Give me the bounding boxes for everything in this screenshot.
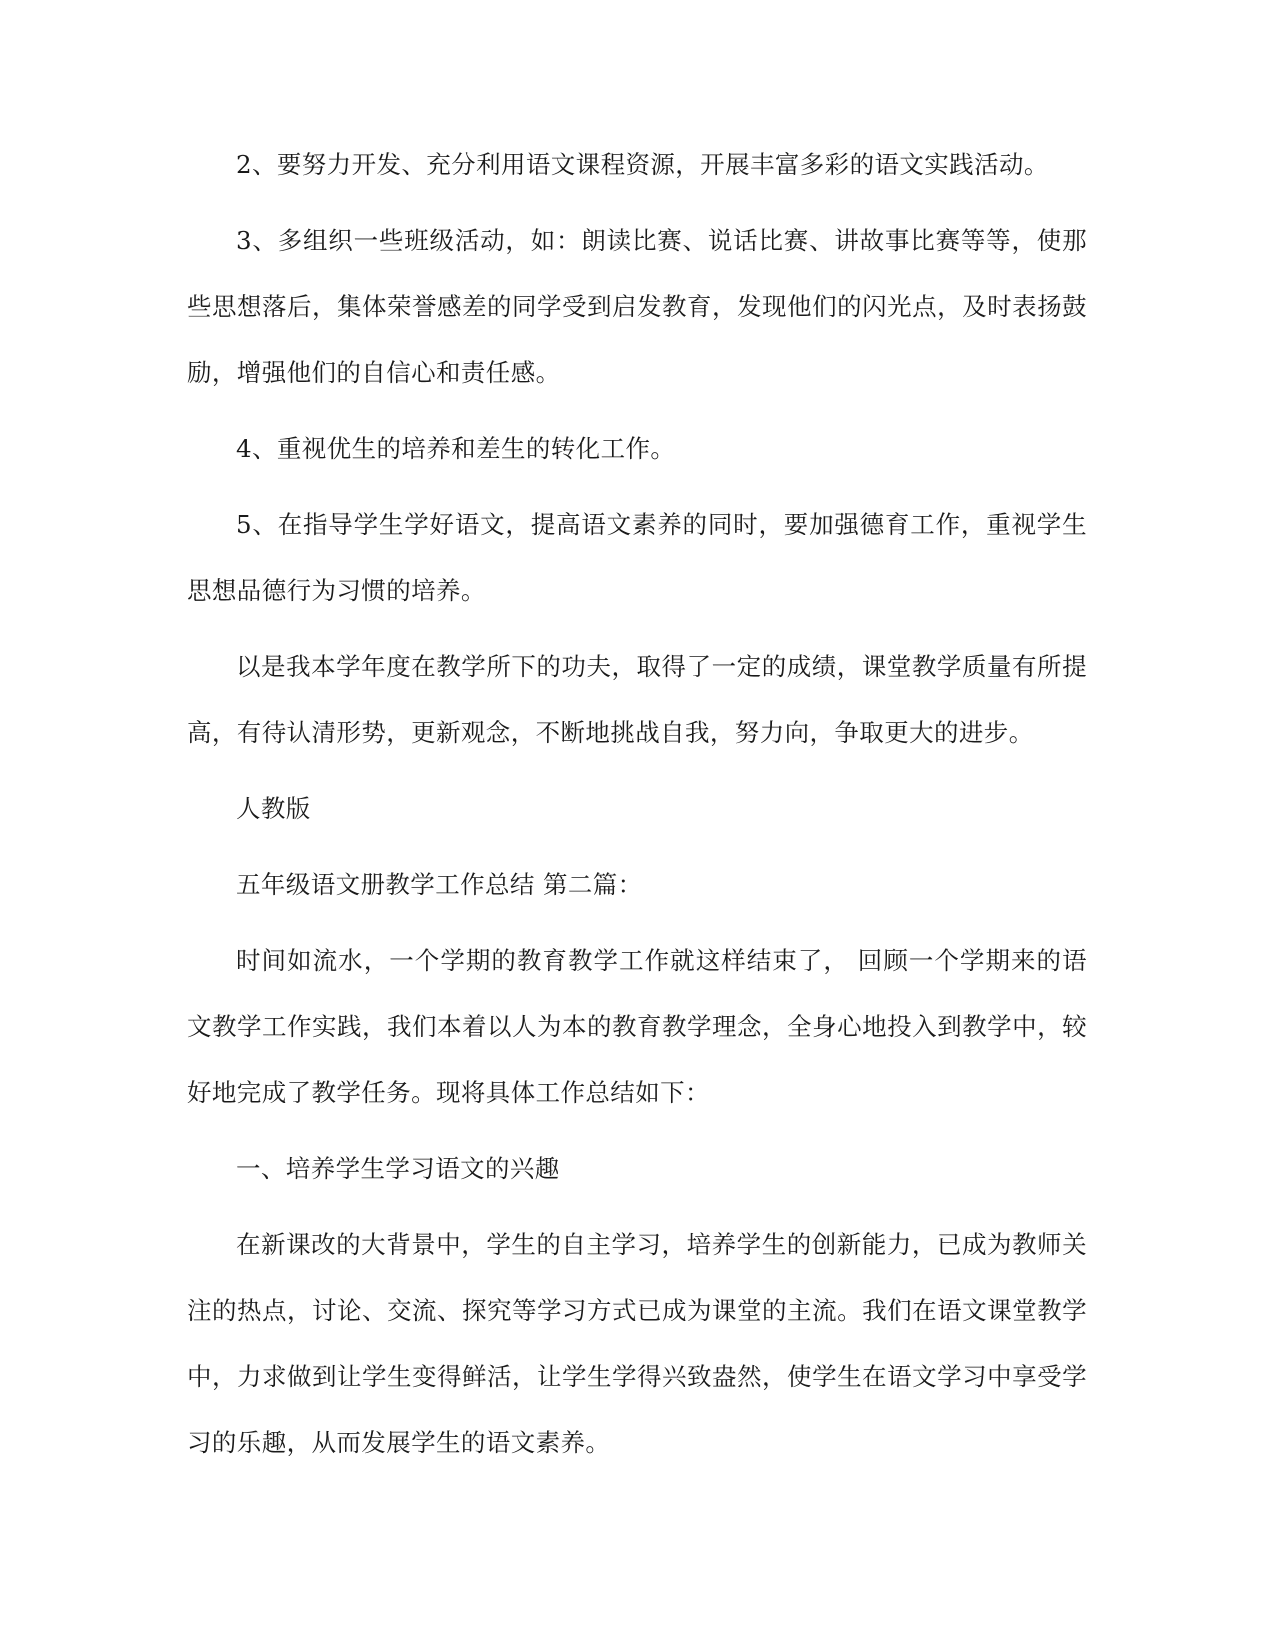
section-heading-1: 一、培养学生学习语文的兴趣 bbox=[236, 1154, 560, 1183]
paragraph-item-2: 2、要努力开发、充分利用语文课程资源，开展丰富多彩的语文实践活动。 bbox=[236, 150, 1049, 179]
paragraph-intro: 时间如流水，一个学期的教育教学工作就这样结束了， 回顾一个学期来的语文教学工作实践，我们本着以人为本的教育教学理念，全身心地投入到教学中，较好地完成了教学任务。现将具体工作总结如下： bbox=[187, 946, 1087, 1107]
paragraph-conclusion: 以是我本学年度在教学所下的功夫，取得了一定的成绩，课堂教学质量有所提高，有待认清形势，更新观念，不断地挑战自我，努力向，争取更大的进步。 bbox=[187, 652, 1087, 747]
paragraph-item-4: 4、重视优生的培养和差生的转化工作。 bbox=[236, 434, 676, 463]
section-title: 五年级语文册教学工作总结 第二篇： bbox=[236, 870, 643, 899]
paragraph-item-3: 3、多组织一些班级活动，如：朗读比赛、说话比赛、讲故事比赛等等，使那些思想落后，集体荣誉感差的同学受到启发教育，发现他们的闪光点，及时表扬鼓励，增强他们的自信心和责任感。 bbox=[187, 226, 1087, 387]
paragraph-item-5: 5、在指导学生学好语文，提高语文素养的同时，要加强德育工作，重视学生思想品德行为习惯的培养。 bbox=[187, 510, 1087, 605]
paragraph-interest: 在新课改的大背景中，学生的自主学习，培养学生的创新能力，已成为教师关注的热点，讨论、交流、探究等学习方式已成为课堂的主流。我们在语文课堂教学中，力求做到让学生变得鲜活，让学生学得兴致盎然，使学生在语文学习中享受学习的乐趣，从而发展学生的语文素养。 bbox=[187, 1230, 1087, 1457]
edition-label: 人教版 bbox=[236, 794, 311, 823]
document-body bbox=[187, 132, 1087, 1486]
